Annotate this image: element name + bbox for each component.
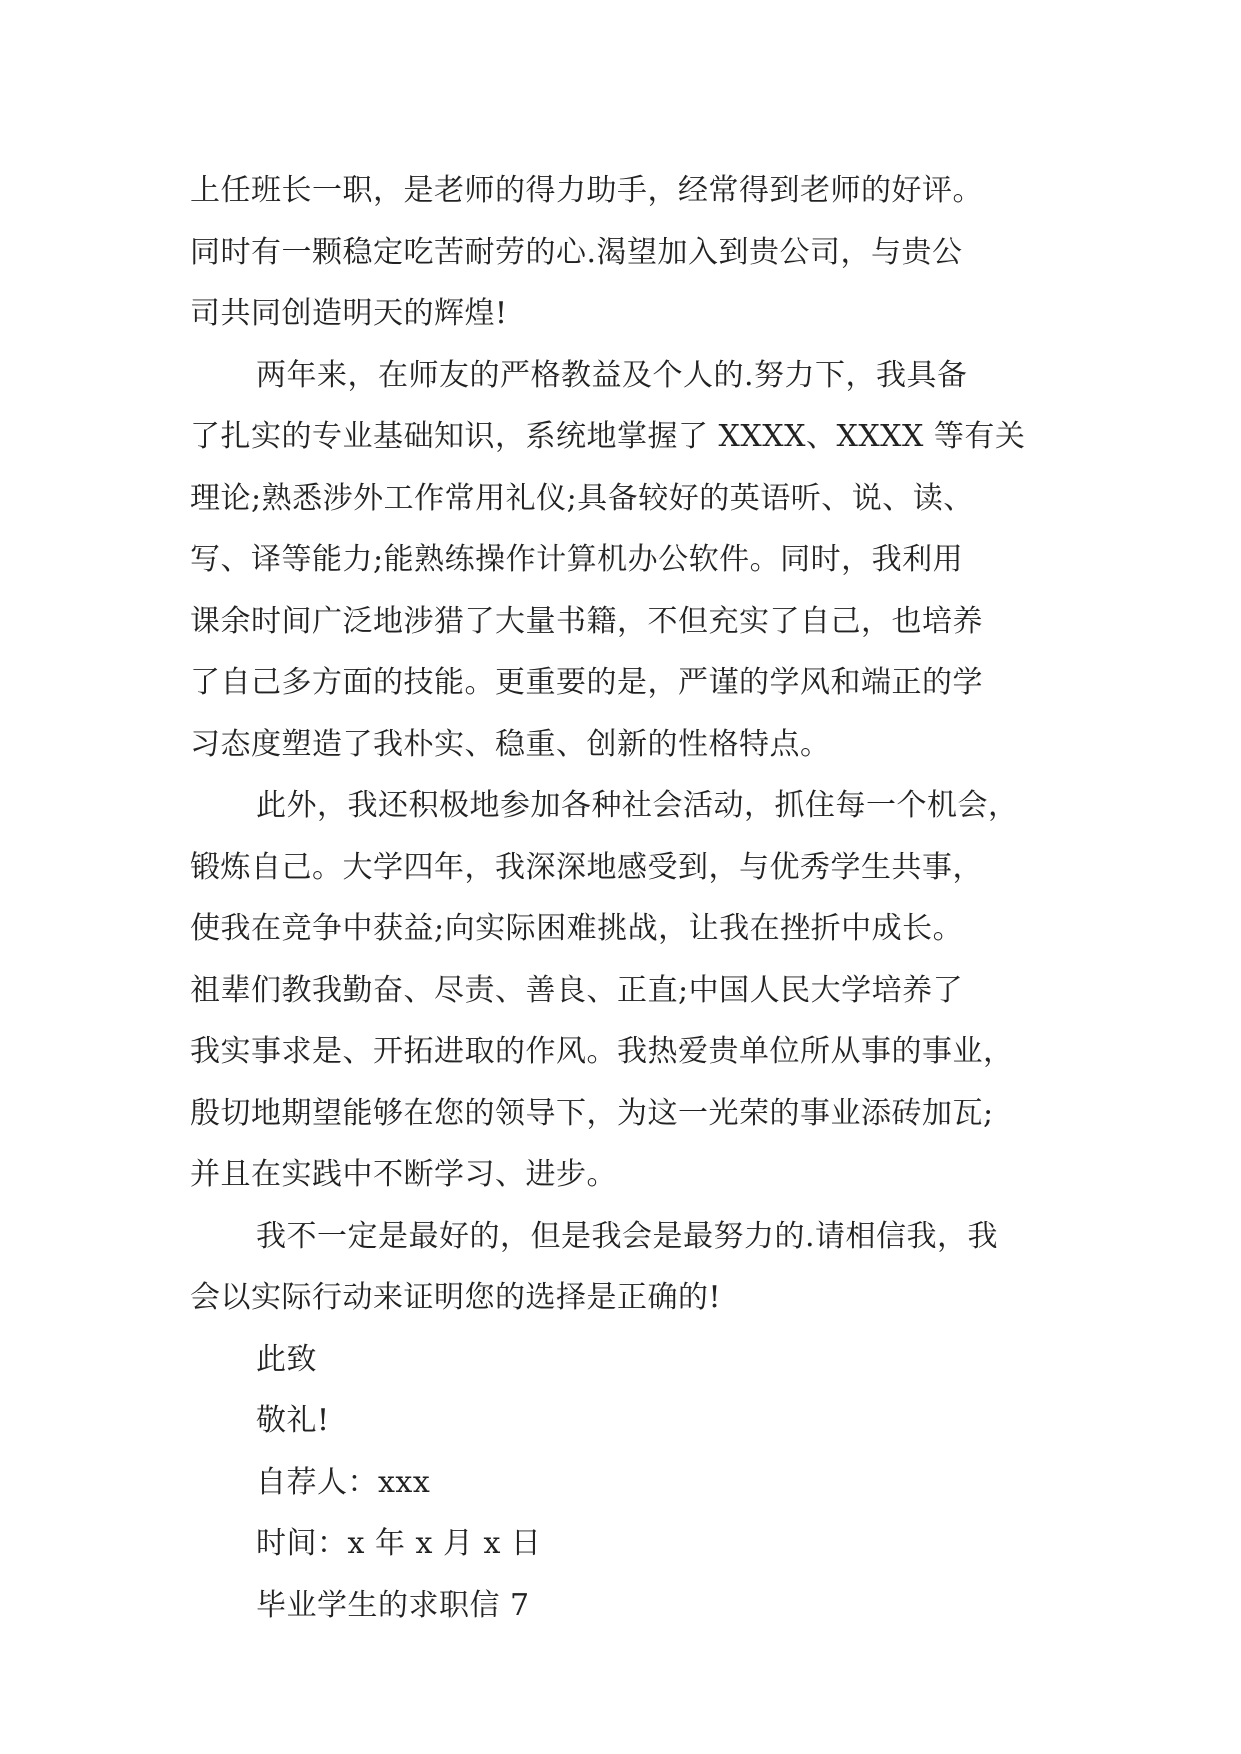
text-line: 并且在实践中不断学习、进步。: [190, 1157, 617, 1192]
signature-line: 自荐人：xxx: [256, 1464, 431, 1500]
text-line: 殷切地期望能够在您的领导下，为这一光荣的事业添砖加瓦;: [190, 1095, 994, 1131]
text-line: 理论;熟悉涉外工作常用礼仪;具备较好的英语听、说、读、: [190, 480, 974, 516]
paragraph-start-line: 此外，我还积极地参加各种社会活动，抓住每一个机会，: [256, 788, 1019, 823]
text-line: 同时有一颗稳定吃苦耐劳的心.渴望加入到贵公司，与贵公: [190, 234, 963, 270]
text-line: 课余时间广泛地涉猎了大量书籍，不但充实了自己，也培养: [190, 603, 983, 639]
text-line: 了自己多方面的技能。更重要的是，严谨的学风和端正的学: [190, 665, 983, 700]
closing-regards: 敬礼!: [256, 1403, 330, 1438]
text-line: 写、译等能力;能熟练操作计算机办公软件。同时，我利用: [190, 542, 964, 577]
text-line: 使我在竞争中获益;向实际困难挑战，让我在挫折中成长。: [190, 911, 964, 946]
text-line: 了扎实的专业基础知识，系统地掌握了 XXXX、XXXX 等有关: [190, 419, 1026, 454]
text-line: 我实事求是、开拓进取的作风。我热爱贵单位所从事的事业，: [190, 1034, 1014, 1069]
date-line: 时间：x 年 x 月 x 日: [256, 1526, 542, 1561]
paragraph-start-line: 两年来，在师友的严格教益及个人的.努力下，我具备: [256, 357, 968, 393]
text-line: 上任班长一职，是老师的得力助手，经常得到老师的好评。: [190, 173, 983, 208]
text-line: 锻炼自己。大学四年，我深深地感受到，与优秀学生共事，: [190, 849, 983, 885]
text-line: 司共同创造明天的辉煌!: [190, 296, 508, 331]
closing-salutation: 此致: [256, 1341, 317, 1377]
text-line: 会以实际行动来证明您的选择是正确的!: [190, 1280, 722, 1315]
paragraph-start-line: 我不一定是最好的，但是我会是最努力的.请相信我，我: [256, 1218, 999, 1254]
letter-body: [190, 160, 1070, 1636]
text-line: 祖辈们教我勤奋、尽责、善良、正直;中国人民大学培养了: [190, 972, 964, 1008]
section-heading: 毕业学生的求职信 7: [256, 1587, 530, 1623]
text-line: 习态度塑造了我朴实、稳重、创新的性格特点。: [190, 726, 831, 762]
